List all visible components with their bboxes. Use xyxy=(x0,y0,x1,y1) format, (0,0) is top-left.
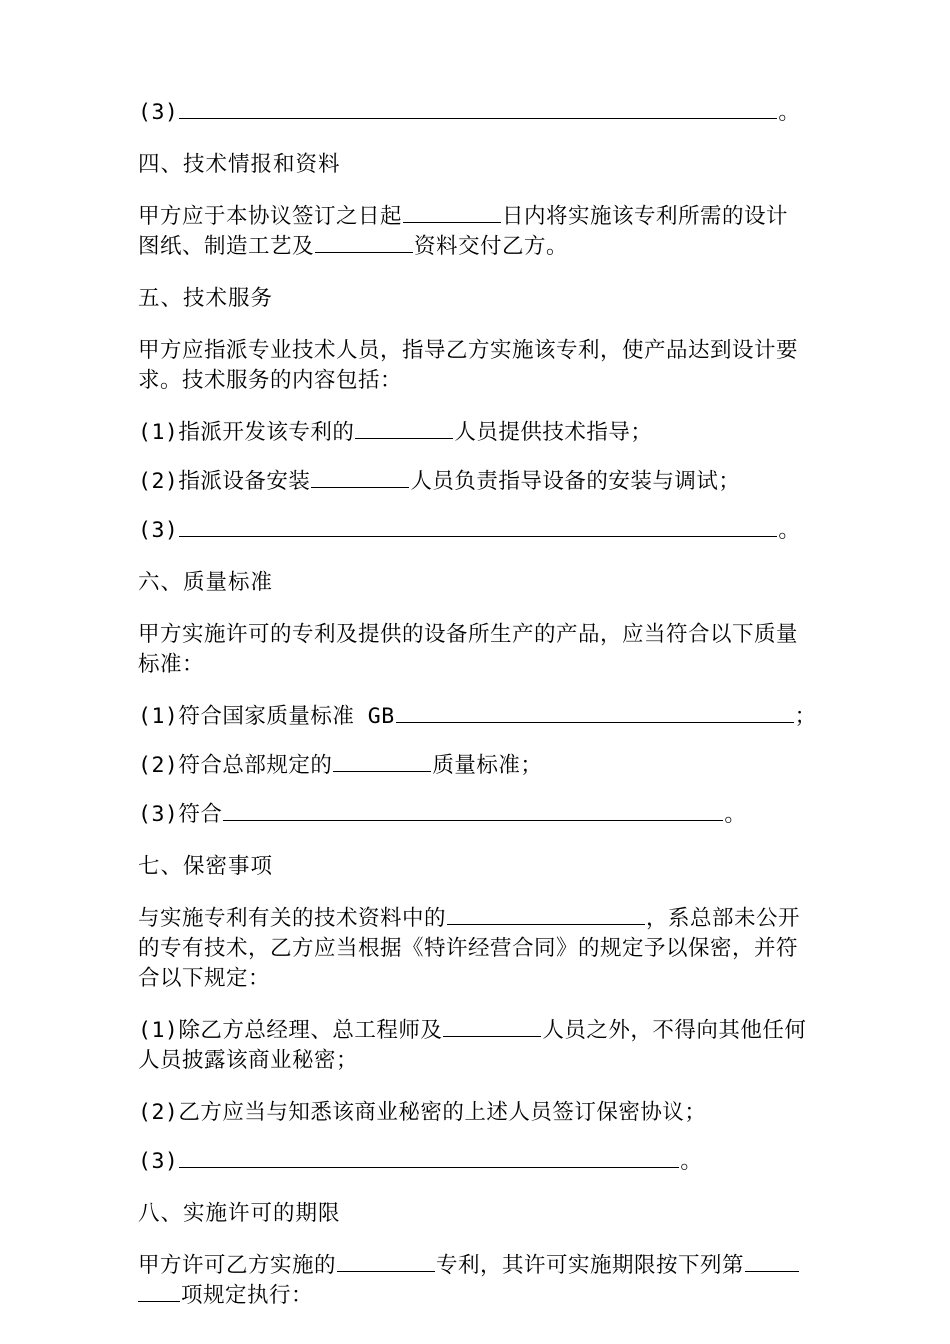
fill-blank[interactable] xyxy=(403,202,501,223)
section4-paragraph-line2: 图纸、制造工艺及 资料交付乙方。 xyxy=(138,234,569,259)
fill-blank[interactable] xyxy=(138,1281,180,1302)
section7-heading: 七、保密事项 xyxy=(138,854,274,879)
section6-paragraph-line1: 甲方实施许可的专利及提供的设备所生产的产品，应当符合以下质量 xyxy=(138,622,799,647)
section7-item1-line1: (1)除乙方总经理、总工程师及 人员之外，不得向其他任何 xyxy=(138,1018,807,1043)
section5-item2: (2)指派设备安装 人员负责指导设备的安装与调试； xyxy=(138,469,741,494)
fill-blank[interactable] xyxy=(337,1251,435,1272)
section7-paragraph-line2: 的专有技术，乙方应当根据《特许经营合同》的规定予以保密，并符 xyxy=(138,936,799,961)
section5-paragraph-line2: 求。技术服务的内容包括： xyxy=(138,368,403,393)
section8-heading: 八、实施许可的期限 xyxy=(138,1201,341,1226)
section7-item1-line2: 人员披露该商业秘密； xyxy=(138,1048,359,1073)
section8-paragraph-line1: 甲方许可乙方实施的 专利，其许可实施期限按下列第 xyxy=(138,1251,814,1281)
fill-blank[interactable] xyxy=(447,904,645,925)
section5-heading: 五、技术服务 xyxy=(138,286,274,311)
section4-heading: 四、技术情报和资料 xyxy=(138,152,341,177)
section5-item3: (3) 。 xyxy=(138,518,801,543)
document-page xyxy=(138,98,817,1311)
fill-blank[interactable] xyxy=(179,98,777,119)
section6-item1: (1)符合国家质量标准 GB ； xyxy=(138,704,817,729)
fill-blank[interactable] xyxy=(315,232,413,253)
section8-paragraph-line2: 项规定执行： xyxy=(138,1281,814,1311)
fill-blank[interactable] xyxy=(443,1016,541,1037)
section4-paragraph-line1: 甲方应于本协议签订之日起 日内将实施该专利所需的设计 xyxy=(138,204,789,229)
section3-item3: (3) 。 xyxy=(138,100,801,125)
fill-blank[interactable] xyxy=(223,800,723,821)
section6-item3: (3)符合 。 xyxy=(138,802,747,827)
fill-blank[interactable] xyxy=(333,751,431,772)
section5-item1: (1)指派开发该专利的 人员提供技术指导； xyxy=(138,420,653,445)
section7-paragraph-line3: 合以下规定： xyxy=(138,966,271,991)
section6-paragraph-line2: 标准： xyxy=(138,652,205,677)
fill-blank[interactable] xyxy=(311,467,409,488)
section7-item3: (3) 。 xyxy=(138,1149,703,1174)
fill-blank[interactable] xyxy=(179,516,777,537)
section7-paragraph-line1: 与实施专利有关的技术资料中的 ，系总部未公开 xyxy=(138,906,801,931)
section7-item2: (2)乙方应当与知悉该商业秘密的上述人员签订保密协议； xyxy=(138,1100,707,1125)
section6-item2: (2)符合总部规定的 质量标准； xyxy=(138,753,543,778)
fill-blank[interactable] xyxy=(745,1251,799,1272)
fill-blank[interactable] xyxy=(396,702,794,723)
section5-paragraph-line1: 甲方应指派专业技术人员，指导乙方实施该专利，使产品达到设计要 xyxy=(138,338,799,363)
fill-blank[interactable] xyxy=(179,1147,679,1168)
section6-heading: 六、质量标准 xyxy=(138,570,274,595)
fill-blank[interactable] xyxy=(355,418,453,439)
